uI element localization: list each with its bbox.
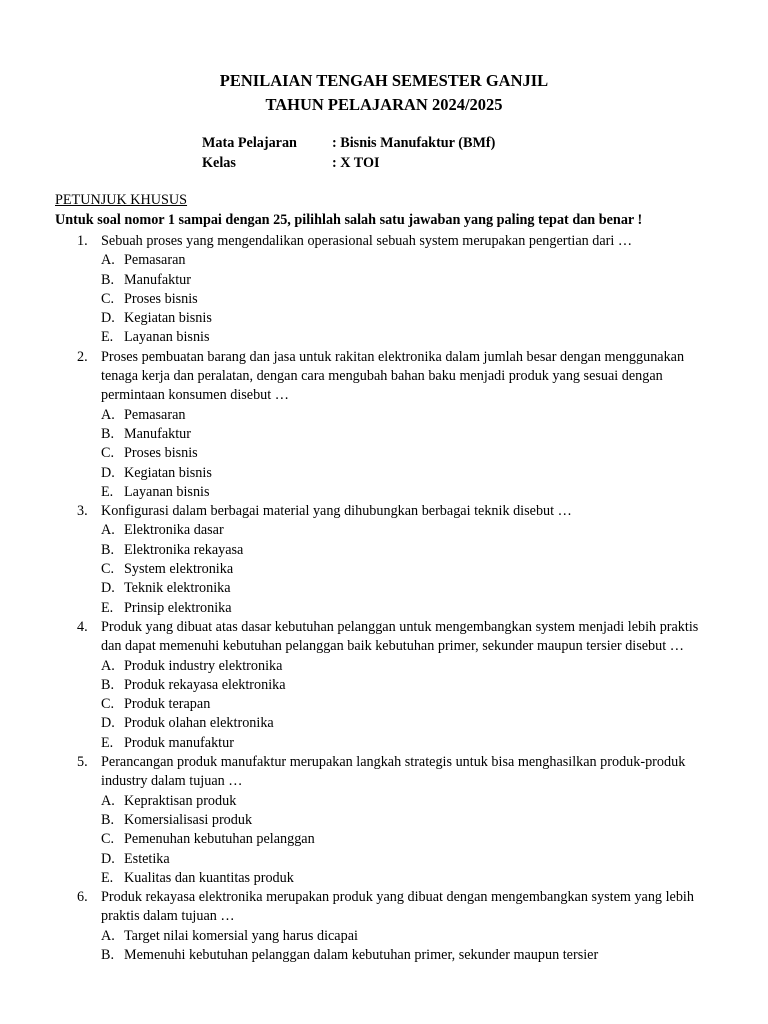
option-letter: A. (101, 657, 115, 674)
option-letter: C. (101, 445, 115, 462)
option-list (101, 251, 715, 347)
option-text: Teknik elektronika (124, 580, 231, 597)
question-text: Produk rekayasa elektronika merupakan produk yang dibuat dengan mengembangkan system yang lebih praktis dalam tujuan … (101, 889, 694, 925)
class-row (202, 154, 495, 174)
option-text: Memenuhi kebutuhan pelanggan dalam kebutuhan primer, sekunder maupun tersier (124, 946, 599, 963)
option-letter: E. (101, 483, 114, 500)
option-text: Pemenuhan kebutuhan pelanggan (124, 831, 315, 848)
question-number: 1. (77, 233, 88, 249)
answer-option (101, 444, 715, 463)
answer-option (101, 734, 715, 753)
answer-option (101, 579, 715, 598)
answer-option (101, 271, 715, 290)
option-letter: B. (101, 946, 115, 963)
option-letter: B. (101, 541, 115, 558)
option-letter: E. (101, 329, 114, 346)
answer-option (101, 792, 715, 811)
option-letter: C. (101, 696, 115, 713)
answer-option (101, 850, 715, 869)
option-letter: E. (101, 869, 114, 886)
question-item (55, 753, 715, 888)
option-text: Manufaktur (124, 271, 191, 288)
subject-label: Mata Pelajaran (202, 135, 297, 151)
question-number: 3. (77, 503, 88, 520)
option-letter: C. (101, 290, 115, 307)
question-text: Konfigurasi dalam berbagai material yang dihubungkan berbagai teknik disebut … (101, 503, 572, 520)
option-text: Estetika (124, 850, 170, 867)
instructions-heading: PETUNJUK KHUSUS (55, 192, 188, 208)
option-letter: A. (101, 792, 115, 809)
exam-meta (202, 134, 495, 174)
option-letter: D. (101, 850, 115, 867)
option-text: Manufaktur (124, 425, 191, 442)
option-text: Produk olahan elektronika (124, 715, 274, 732)
answer-option (101, 927, 715, 946)
question-text: Perancangan produk manufaktur merupakan langkah strategis untuk bisa menghasilkan produk-produk industry dalam tujuan … (101, 754, 686, 790)
answer-option (101, 695, 715, 714)
answer-option (101, 328, 715, 347)
question-text: Proses pembuatan barang dan jasa untuk rakitan elektronika dalam jumlah besar dengan menggunakan tenaga kerja dan peralatan, dengan cara mengubah bahan baku menjadi produk yang sesuai dengan permintaan konsumen disebut … (101, 348, 685, 404)
option-text: Layanan bisnis (124, 483, 210, 500)
question-number: 5. (77, 754, 88, 771)
answer-option (101, 657, 715, 676)
question-item (55, 502, 715, 618)
option-letter: A. (101, 406, 115, 423)
answer-option (101, 869, 715, 888)
option-text: Produk terapan (124, 696, 211, 713)
question-number: 2. (77, 348, 88, 365)
option-text: Produk manufaktur (124, 734, 234, 751)
option-letter: D. (101, 715, 115, 732)
question-item (55, 888, 715, 965)
option-letter: B. (101, 271, 115, 288)
question-text: Sebuah proses yang mengendalikan operasional sebuah system merupakan pengertian dari … (101, 233, 633, 249)
option-letter: C. (101, 831, 115, 848)
option-letter: B. (101, 425, 115, 442)
option-text: Kualitas dan kuantitas produk (124, 869, 294, 886)
option-text: Elektronika dasar (124, 522, 224, 539)
option-text: Prinsip elektronika (124, 599, 232, 616)
question-list (55, 232, 715, 965)
option-list (101, 927, 715, 966)
option-letter: D. (101, 310, 115, 327)
answer-option (101, 406, 715, 425)
question-item (55, 232, 715, 348)
instructions-text: Untuk soal nomor 1 sampai dengan 25, pilihlah salah satu jawaban yang paling tepat dan benar ! (55, 212, 643, 228)
answer-option (101, 541, 715, 560)
option-letter: C. (101, 561, 115, 578)
subject-row (202, 134, 495, 154)
answer-option (101, 830, 715, 849)
answer-option (101, 599, 715, 618)
option-text: Kepraktisan produk (124, 792, 237, 809)
option-text: Proses bisnis (124, 290, 198, 307)
answer-option (101, 714, 715, 733)
option-letter: B. (101, 676, 115, 693)
answer-option (101, 560, 715, 579)
option-text: Layanan bisnis (124, 329, 210, 346)
option-letter: D. (101, 464, 115, 481)
answer-option (101, 946, 715, 965)
answer-option (101, 425, 715, 444)
option-letter: E. (101, 734, 114, 751)
answer-option (101, 483, 715, 502)
option-text: Pemasaran (124, 406, 186, 423)
option-list (101, 406, 715, 502)
answer-option (101, 464, 715, 483)
option-text: Komersialisasi produk (124, 811, 253, 828)
option-letter: E. (101, 599, 114, 616)
answer-option (101, 251, 715, 270)
option-letter: A. (101, 522, 115, 539)
option-letter: A. (101, 927, 115, 944)
option-letter: D. (101, 580, 115, 597)
answer-option (101, 676, 715, 695)
option-text: Pemasaran (124, 252, 186, 269)
answer-option (101, 811, 715, 830)
option-letter: B. (101, 811, 115, 828)
class-value: : X TOI (332, 155, 380, 171)
option-list (101, 521, 715, 617)
question-number: 4. (77, 618, 88, 635)
option-text: System elektronika (124, 561, 234, 578)
option-text: Kegiatan bisnis (124, 464, 212, 481)
academic-year: TAHUN PELAJARAN 2024/2025 (265, 95, 503, 114)
option-text: Produk industry elektronika (124, 657, 283, 674)
option-letter: A. (101, 252, 115, 269)
exam-title: PENILAIAN TENGAH SEMESTER GANJIL (219, 71, 549, 90)
question-text: Produk yang dibuat atas dasar kebutuhan pelanggan untuk mengembangkan system menjadi lebih praktis dan dapat memenuhi kebutuhan pelanggan baik kebutuhan primer, sekunder maupun tersier disebut … (101, 618, 699, 655)
question-number: 6. (77, 889, 88, 906)
subject-value: : Bisnis Manufaktur (BMf) (332, 135, 496, 151)
option-text: Produk rekayasa elektronika (124, 676, 286, 693)
question-item (55, 618, 715, 753)
question-item (55, 348, 715, 502)
answer-option (101, 309, 715, 328)
option-list (101, 657, 715, 753)
option-text: Target nilai komersial yang harus dicapai (124, 927, 358, 944)
option-text: Kegiatan bisnis (124, 310, 212, 327)
instructions (55, 191, 642, 230)
class-label: Kelas (202, 155, 236, 171)
option-list (101, 792, 715, 888)
option-text: Proses bisnis (124, 445, 198, 462)
option-text: Elektronika rekayasa (124, 541, 244, 558)
answer-option (101, 521, 715, 540)
answer-option (101, 290, 715, 309)
